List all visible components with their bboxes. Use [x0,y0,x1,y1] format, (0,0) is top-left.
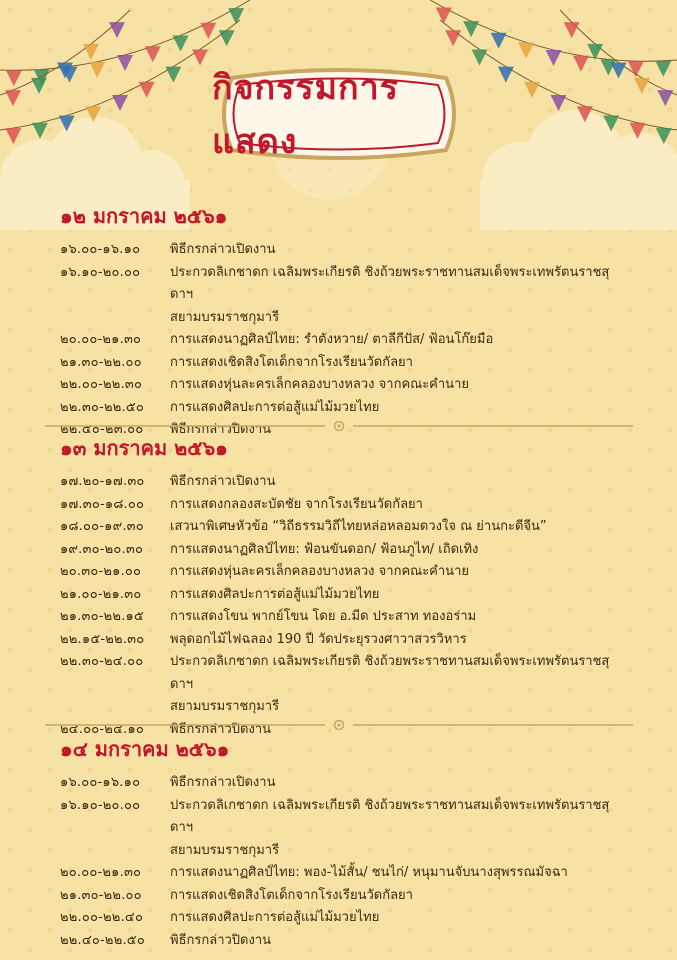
event-description: สยามบรมราชกุมารี [170,699,280,714]
day-section-13 [60,435,630,741]
event-time: ๒๔.๐๐-๒๔.๑๐ [60,721,145,737]
event-description: พิธีกรกล่าวปิดงาน [170,932,272,948]
event-row [60,352,630,375]
event-row [60,772,630,795]
bunting-flag [59,115,75,131]
event-row [60,329,630,352]
bunting-flag [472,49,488,65]
event-description: การแสดงนาฏศิลป์ไทย: ฟ้อนขันดอก/ ฟ้อนภูไท/ เถิดเทิง [170,541,479,557]
event-time: ๑๗.๒๐-๑๗.๓๐ [60,474,145,489]
event-row [60,840,630,863]
event-description: พิธีกรกล่าวเปิดงาน [170,775,276,790]
day-heading: ๑๔ มกราคม ๒๕๖๑ [60,737,230,761]
bunting-flag [524,82,540,98]
event-time: ๒๒.๐๐-๒๒.๓๐ [60,377,143,392]
event-time [60,307,170,330]
event-description: การแสดงศิลปะการต่อสู้แม่ไม้มวยไทย [170,586,380,602]
event-row [60,862,630,885]
bunting-flag [192,49,208,65]
event-description: สยามบรมราชกุมารี [170,842,280,858]
event-row [60,471,630,494]
event-description: การแสดงศิลปะการต่อสู้แม่ไม้มวยไทย [170,910,380,925]
event-description: การแสดงโขน พากย์โขน โดย อ.มีด ประสาท ทองอร่าม [170,609,477,624]
event-row [60,494,630,517]
bunting-flag [436,8,452,24]
event-row [60,907,630,930]
event-row [60,629,630,652]
event-row [60,584,630,607]
bunting-flag [5,128,21,144]
event-description: เสวนาพิเศษหัวข้อ “วิถีธรรมวิถีไทยหล่อหลอมดวงใจ ณ ย่านกะดีจีน” [170,519,547,534]
bunting-flag [573,56,589,72]
bunting-flag [85,106,101,122]
event-time: ๒๐.๓๐-๒๑.๐๐ [60,564,142,579]
event-row [60,539,630,562]
event-description: การแสดงหุ่นละครเล็กคลองบางหลวง จากคณะคำนาย [170,564,469,579]
title-plaque [212,68,466,160]
event-time: ๑๘.๐๐-๑๙.๓๐ [60,519,144,534]
event-time: ๒๒.๓๐-๒๔.๐๐ [60,654,144,669]
bunting-flag [577,106,593,122]
bunting-flag [445,30,461,46]
bunting-flag [109,22,125,38]
event-time: ๑๖.๐๐-๑๖.๑๐ [60,242,141,257]
bunting-flag [657,90,673,106]
event-description: พิธีกรกล่าวเปิดงาน [170,242,276,257]
event-list [60,772,630,952]
section-divider [45,421,633,431]
event-list [60,471,630,741]
event-row [60,561,630,584]
event-time: ๑๖.๐๐-๑๖.๑๐ [60,775,141,790]
bunting-flag [634,78,650,94]
event-description: ประกวดลิเกชาดก เฉลิมพระเกียรติ ชิงถ้วยพระราชทานสมเด็จพระเทพรัตนราชสุดาฯ [170,654,610,692]
event-row [60,885,630,908]
event-description: การแสดงเชิดสิงโตเด็กจากโรงเรียนวัดกัลยา [170,354,413,370]
bunting-flag [463,21,479,37]
event-row [60,606,630,629]
bunting-flag [89,62,105,78]
event-time: ๒๐.๐๐-๒๑.๓๐ [60,332,142,347]
bunting-flag [546,50,562,66]
day-heading: ๑๓ มกราคม ๒๕๖๑ [60,436,228,460]
event-time: ๑๖.๑๐-๒๐.๐๐ [60,264,141,280]
bunting-flag [630,123,646,139]
bunting-flag [491,33,507,49]
bunting-flag [173,35,189,51]
day-section-14 [60,736,630,952]
event-time: ๒๑.๓๐-๒๒.๑๕ [60,609,145,624]
event-description: พิธีกรกล่าวปิดงาน [170,422,272,437]
event-description: ประกวดลิเกชาดก เฉลิมพระเกียรติ ชิงถ้วยพระราชทานสมเด็จพระเทพรัตนราชสุดาฯ [170,264,610,302]
event-time: ๒๑.๓๐-๒๒.๐๐ [60,887,142,903]
bunting-flag [200,23,216,39]
event-row [60,651,630,696]
bunting-flag [564,22,580,38]
event-description: การแสดงเชิดสิงโตเด็กจากโรงเรียนวัดกัลยา [170,887,413,903]
event-time [60,840,170,863]
bunting-flag [611,63,627,79]
day-heading: ๑๒ มกราคม ๒๕๖๑ [60,204,228,228]
event-time: ๒๒.๐๐-๒๒.๔๐ [60,910,144,925]
bunting-flag [31,78,47,94]
event-description: ประกวดลิเกชาดก เฉลิมพระเกียรติ ชิงถ้วยพระราชทานสมเด็จพระเทพรัตนราชสุดาฯ [170,797,610,835]
bunting-flag [228,8,244,24]
bunting-flag [112,95,128,111]
event-time: ๒๒.๓๐-๒๒.๕๐ [60,399,145,415]
event-row [60,397,630,420]
event-row [60,930,630,953]
event-time: ๑๖.๑๐-๒๐.๐๐ [60,797,141,813]
bunting-flag [655,61,671,77]
section-divider [45,720,633,730]
event-description: การแสดงนาฏศิลป์ไทย: พอง-ไม้สั้น/ ชนไก่/ หนุมานจับนางสุพรรณมัจฉา [170,865,568,880]
event-description: การแสดงศิลปะการต่อสู้แม่ไม้มวยไทย [170,399,380,415]
bunting-flag [6,70,22,86]
event-time: ๒๐.๐๐-๒๑.๓๐ [60,865,142,880]
event-time: ๒๑.๐๐-๒๑.๓๐ [60,586,142,602]
day-section-12 [60,203,630,442]
event-row [60,239,630,262]
event-row [60,374,630,397]
bunting-flag [656,128,672,144]
event-time: ๒๒.๑๕-๒๒.๓๐ [60,631,145,647]
event-row [60,696,630,719]
event-row [60,262,630,307]
event-description: พิธีกรกล่าวปิดงาน [170,721,272,737]
bunting-flag [117,55,133,71]
event-time [60,696,170,719]
event-description: พิธีกรกล่าวเปิดงาน [170,474,276,489]
event-description: การแสดงหุ่นละครเล็กคลองบางหลวง จากคณะคำนาย [170,377,469,392]
event-time: ๒๑.๓๐-๒๒.๐๐ [60,354,142,370]
event-description: พลุดอกไม้ไฟฉลอง 190 ปี วัดประยุรวงศาวาสวรวิหาร [170,631,467,647]
event-description: การแสดงกลองสะบัดชัย จากโรงเรียนวัดกัลยา [170,496,423,512]
bunting-flag [498,67,514,83]
event-time: ๑๗.๓๐-๑๘.๐๐ [60,496,145,512]
bunting-flag [165,67,181,83]
event-row [60,795,630,840]
event-list [60,239,630,442]
bunting-flag [139,82,155,98]
bunting-flag [83,44,99,60]
event-row [60,307,630,330]
event-description: สยามบรมราชกุมารี [170,309,280,325]
bunting-flag [219,30,235,46]
bunting-flag [145,46,161,62]
bunting-flag [32,123,48,139]
bunting-flag [603,115,619,131]
event-description: การแสดงนาฏศิลป์ไทย: รำตังหวาย/ ตาลีกีปัส/ ฟ้อนโก๊ยมือ [170,332,494,347]
event-time: ๒๒.๕๐-๒๓.๐๐ [60,422,144,437]
event-row [60,516,630,539]
bunting-flag [551,95,567,111]
bunting-flag [5,90,21,106]
page-title: กิจกรรมการแสดง [212,68,399,162]
event-time: ๑๙.๓๐-๒๐.๓๐ [60,541,144,557]
bunting-flag [518,42,534,58]
event-time: ๒๒.๔๐-๒๒.๕๐ [60,932,145,948]
